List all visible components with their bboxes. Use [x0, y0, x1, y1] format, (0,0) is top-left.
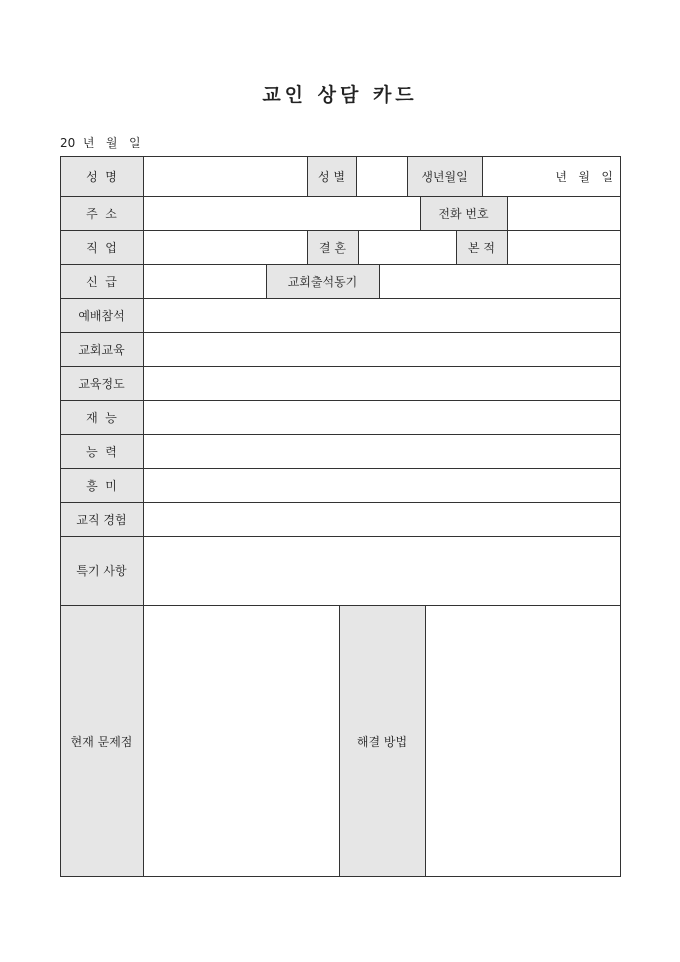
- hobby-field[interactable]: [143, 468, 621, 502]
- talent-label: 재 능: [60, 400, 143, 434]
- row-divider: [60, 366, 621, 367]
- row-divider: [60, 332, 621, 333]
- col-divider: [379, 264, 380, 298]
- special-field[interactable]: [143, 536, 621, 605]
- faith-field[interactable]: [143, 264, 266, 298]
- col-divider: [425, 605, 426, 877]
- edu-level-label: 교육정도: [60, 366, 143, 400]
- col-divider: [482, 156, 483, 196]
- page-title: 교인 상담 카드: [262, 84, 418, 106]
- col-divider: [456, 230, 457, 264]
- hobby-label: 흥 미: [60, 468, 143, 502]
- gender-label: 성 별: [307, 156, 356, 196]
- phone-field[interactable]: [507, 196, 621, 230]
- row-divider: [60, 434, 621, 435]
- address-field[interactable]: [143, 196, 420, 230]
- origin-label: 본 적: [456, 230, 507, 264]
- origin-field[interactable]: [507, 230, 621, 264]
- col-divider: [358, 230, 359, 264]
- col-divider: [420, 196, 421, 230]
- marriage-label: 결 혼: [307, 230, 358, 264]
- col-divider: [507, 196, 508, 264]
- talent-field[interactable]: [143, 400, 621, 434]
- motive-label: 교회출석동기: [266, 264, 379, 298]
- row-divider: [60, 605, 621, 606]
- row-divider: [60, 468, 621, 469]
- col-divider: [143, 156, 144, 877]
- ability-field[interactable]: [143, 434, 621, 468]
- row-divider: [60, 400, 621, 401]
- row-divider: [60, 196, 621, 197]
- worship-label: 예배참석: [60, 298, 143, 332]
- name-label: 성 명: [60, 156, 143, 196]
- teaching-field[interactable]: [143, 502, 621, 536]
- church-edu-field[interactable]: [143, 332, 621, 366]
- teaching-label: 교직 경험: [60, 502, 143, 536]
- church-edu-label: 교회교육: [60, 332, 143, 366]
- special-label: 특기 사항: [60, 536, 143, 605]
- counsel-card-table: [60, 156, 621, 877]
- ability-label: 능 력: [60, 434, 143, 468]
- row-divider: [60, 298, 621, 299]
- edu-level-field[interactable]: [143, 366, 621, 400]
- col-divider: [339, 605, 340, 877]
- motive-field[interactable]: [379, 264, 621, 298]
- worship-field[interactable]: [143, 298, 621, 332]
- row-divider: [60, 502, 621, 503]
- name-field[interactable]: [143, 156, 307, 196]
- col-divider: [307, 230, 308, 264]
- row-divider: [60, 264, 621, 265]
- faith-label: 신 급: [60, 264, 143, 298]
- job-label: 직 업: [60, 230, 143, 264]
- col-divider: [356, 156, 357, 196]
- address-label: 주 소: [60, 196, 143, 230]
- marriage-field[interactable]: [358, 230, 456, 264]
- phone-label: 전화 번호: [420, 196, 507, 230]
- problem-label: 현재 문제점: [60, 605, 143, 877]
- row-divider: [60, 230, 621, 231]
- col-divider: [307, 156, 308, 196]
- job-field[interactable]: [143, 230, 307, 264]
- problem-field[interactable]: [143, 605, 339, 877]
- birth-field[interactable]: 년 월 일: [555, 169, 613, 184]
- birth-label: 생년월일: [407, 156, 482, 196]
- solution-field[interactable]: [425, 605, 621, 877]
- col-divider: [407, 156, 408, 196]
- solution-label: 해결 방법: [339, 605, 425, 877]
- row-divider: [60, 536, 621, 537]
- col-divider: [266, 264, 267, 298]
- date-line: 20 년 월 일: [60, 136, 141, 150]
- gender-field[interactable]: [356, 156, 407, 196]
